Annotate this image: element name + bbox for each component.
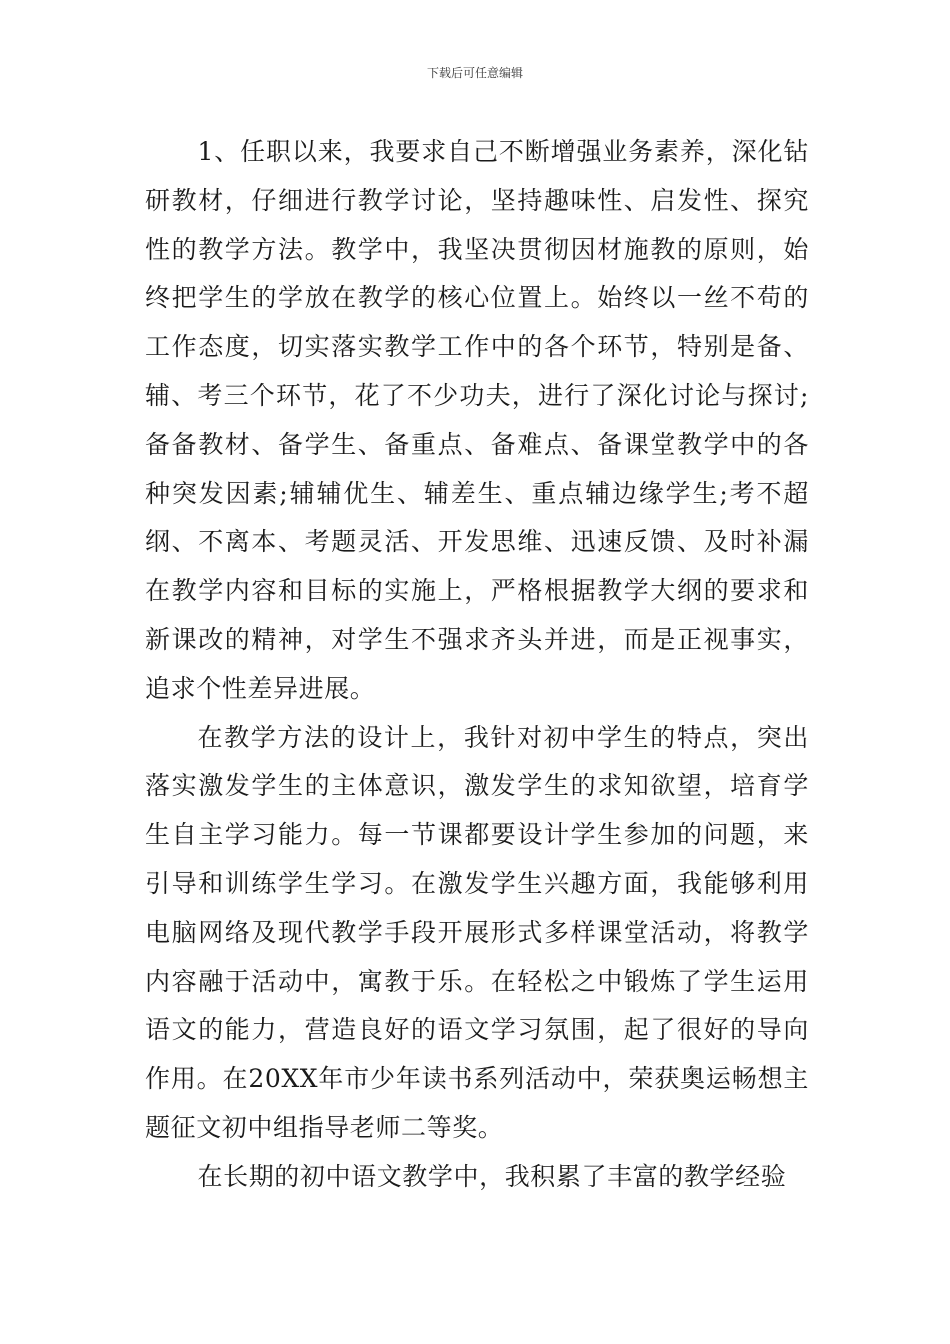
document-body [145, 128, 809, 1202]
paragraph: 在长期的初中语文教学中，我积累了丰富的教学经验 [197, 1161, 787, 1191]
page-header: 下载后可任意编辑 [426, 66, 523, 80]
paragraph: 在教学方法的设计上，我针对初中学生的特点，突出落实激发学生的主体意识，激发学生的求知欲望，培育学生自主学习能力。每一节课都要设计学生参加的问题，来引导和训练学生学习。在激发学生兴趣方面，我能够利用电脑网络及现代教学手段开展形式多样课堂活动，将教学内容融于活动中，寓教于乐。在轻松之中锻炼了学生运用语文的能力，营造良好的语文学习氛围，起了很好的导向作用。在20XX年市少年读书系列活动中，荣获奥运畅想主题征文初中组指导老师二等奖。 [145, 722, 809, 1142]
paragraph: 1、任职以来，我要求自己不断增强业务素养，深化钻研教材，仔细进行教学讨论，坚持趣味性、启发性、探究性的教学方法。教学中，我坚决贯彻因材施教的原则，始终把学生的学放在教学的核心位置上。始终以一丝不苟的工作态度，切实落实教学工作中的各个环节，特别是备、辅、考三个环节，花了不少功夫，进行了深化讨论与探讨;备备教材、备学生、备重点、备难点、备课堂教学中的各种突发因素;辅辅优生、辅差生、重点辅边缘学生;考不超纲、不离本、考题灵活、开发思维、迅速反馈、及时补漏在教学内容和目标的实施上，严格根据教学大纲的要求和新课改的精神，对学生不强求齐头并进，而是正视事实，追求个性差异进展。 [145, 137, 809, 703]
